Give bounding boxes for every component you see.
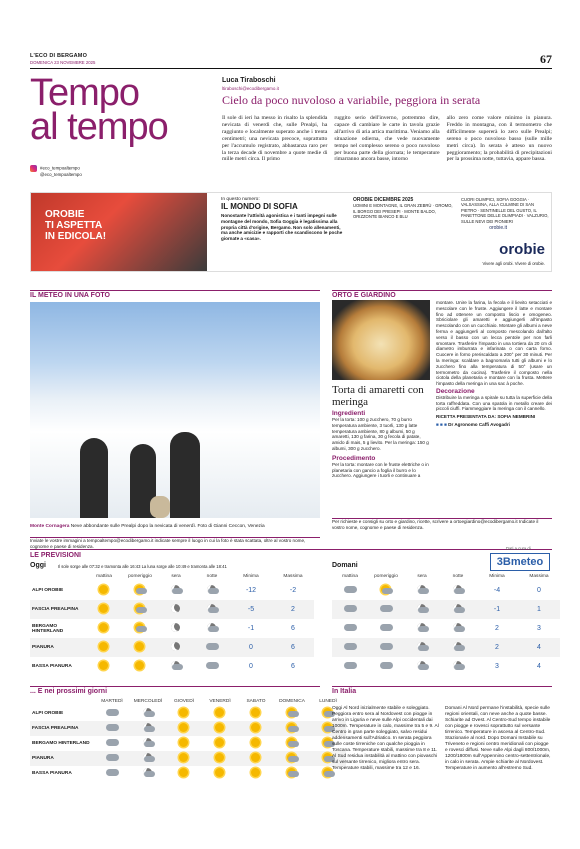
weather-icon — [451, 660, 465, 671]
orobie-logo: orobie — [499, 241, 545, 258]
garden-notice: Per richieste e consigli su orto e giardino, ricette, scrivere a ortoegiardino@ecodibergamo.it Indicate il vostro nome, cognome e paese di residenza. — [332, 519, 539, 530]
weather-icon — [133, 603, 147, 614]
max-temp: 6 — [272, 638, 314, 657]
weather-icon — [213, 737, 227, 748]
weather-icon — [205, 660, 219, 671]
forecast-row: PIANURA 0 6 — [30, 638, 314, 657]
weather-icon — [177, 752, 191, 763]
forecast-row: ALPI OROBIE -12 -2 — [30, 581, 314, 600]
dog — [150, 496, 170, 518]
masthead: L'ECO DI BERGAMO — [30, 53, 88, 59]
max-temp: 2 — [272, 600, 314, 619]
min-temp: -1 — [247, 625, 255, 632]
weather-icon — [141, 722, 155, 733]
weather-icon — [379, 603, 393, 614]
meteo-photo — [30, 302, 320, 518]
tomorrow-label: Domani — [332, 562, 358, 569]
weather-icon — [205, 584, 219, 595]
weather-icon — [169, 641, 183, 652]
italia-text: Oggi Al Nord inizialmente stabile e soleggiato. Peggiora entro sera al Nordovest con piogge in arrivo in Liguria e neve sulle Alpi occidentali dai 1000m. Temperature in calo, massime tra 5 e 9. Al Centro in gran parte soleggiato, salvo residui addensamenti sull'Adriatico. In serata peggiora sulle coste tirreniche con qualche pioggia in Toscana. Temperature stabili, massime tra 8 e 11. Al Sud residua instabilità al mattino con piovaschi sul versante tirrenico, migliora entro sera. Temperature stabili, massime tra 12 e 16. Domani Al Nord permane l'instabilità, specie sulle regioni orientali, con neve anche a quote basse. Schiarite ad Ovest. Al Centro-Sud tempo instabile con piogge e rovesci soprattutto sul versante tirrenico. Temperature in ascesa al Centro-Sud. Stazionarie al nord. Dopo Domani Instabile su Triveneto e regioni centro meridionali con piogge e rovesci diffusi. Neve sulle Alpi dagli 800/1000m, 1200/1800m sull'Appennino centro-settentrionale, in calo in serata. Ampie schiarite al Nordovest. Temperature in aumento all'estremo Sud. — [332, 706, 551, 771]
forecast-today: mattina pomeriggio sera notte Minima Massima ALPI OROBIE -12 -2 FASCIA PREALPINA -5 2 BERGAMO HINTERLAND -1 6 PIANURA 0 6 BASSA PIANURA 0 6 — [30, 572, 314, 676]
forecast-row — [332, 638, 560, 657]
next-days-row: PIANURA — [30, 751, 346, 766]
next-days-header: ... E nei prossimi giorni — [30, 688, 108, 695]
weather-icon — [285, 767, 299, 778]
weather-icon — [205, 641, 219, 652]
forecast-tomorrow: mattina pomeriggio sera notte Minima Massima -4 0 -1 1 2 3 2 4 3 4 — [332, 572, 560, 676]
weather-icon — [249, 722, 263, 733]
weather-icon — [285, 707, 299, 718]
weather-icon — [379, 584, 393, 595]
forecast-row: BERGAMO HINTERLAND -1 6 — [30, 619, 314, 638]
weather-icon — [343, 622, 357, 633]
weather-icon — [285, 737, 299, 748]
weather-icon — [343, 660, 357, 671]
recipe-right: montare. Unire la farina, la fecola e il lievito setacciati e mescolare con le fruste. Aggiungere il latte e montare fino ad ottenere un composto liscio e omogeneo. Sbriciolare gli amaretti e aggiungerli all'impasto mescolando con un cucchiaio. Montare gli albumi a neve ferma e aggiungerli al composto mescolando dall'alto verso il basso con un lecca pentole per non farli smontare. Trasferire l'impasto in una tortiera da 20 cm di diametro imburrata e infarinata o con carta forno. Cuocere in forno preriscaldato a 200° per 30 minuti. Per la meringa: scaldare a bagnomaria tutti gli albumi e lo zucchero fino alla temperatura di 50° (usare un termometro da cucina). Trasferire il composto nella ciotola della planetaria e montare con la frusta. Mettere l'impasto della meringa in una sac à poche. Decorazione Distribuire la meringa a spirale su tutta la superficie della torta raffreddata. Con una spatola in metallo creare dei piccoli ciuffi. Fiammeggiare la meringa con il cannello. RICETTA PRESENTATA DA: SOFIA NEMBRINI ■ ■ ■ Dr Agronomo Caffi Avogadri — [436, 300, 552, 427]
weather-icon — [249, 707, 263, 718]
weather-icon — [169, 622, 183, 633]
orto-header: ORTO E GIARDINO — [332, 292, 396, 299]
photo-notice: Inviate le vostre immagini a tempoaltempo@ecodibergamo.it indicate sempre il luogo in cui la foto è stata scattata, oltre al vostro nome, cognome e paese di residenza. — [30, 538, 306, 549]
max-temp: 4 — [518, 638, 560, 657]
min-temp: -1 — [476, 600, 518, 619]
weather-icon — [415, 641, 429, 652]
next-days-row: ALPI OROBIE — [30, 706, 346, 721]
weather-icon — [105, 752, 119, 763]
min-temp: 0 — [249, 663, 253, 670]
weather-icon — [141, 767, 155, 778]
3bmeteo-logo: 3Bmeteo — [490, 553, 550, 571]
recipe-title: Torta di amaretti con meringa — [332, 384, 424, 408]
forecast-row — [332, 619, 560, 638]
weather-icon — [169, 603, 183, 614]
weather-icon — [205, 603, 219, 614]
weather-icon — [105, 707, 119, 718]
weather-icon — [177, 737, 191, 748]
weather-icon — [343, 584, 357, 595]
min-temp: -4 — [493, 587, 501, 594]
min-temp: -12 — [245, 587, 257, 594]
weather-icon — [141, 707, 155, 718]
ad-slogan: OROBIE TI ASPETTA IN EDICOLA! — [45, 209, 107, 242]
weather-icon — [133, 584, 147, 595]
orobie-ad[interactable] — [30, 192, 552, 272]
next-days-row: BASSA PIANURA — [30, 766, 346, 781]
weather-icon — [451, 603, 465, 614]
max-temp: -2 — [289, 587, 297, 594]
forecast-row — [332, 581, 560, 600]
weather-icon — [97, 660, 111, 671]
ad-contents: CUORI OLIMPICI, SOFIA GOGGIA · VALSASSINA, ALLA CULMINE DI SAN PIETRO · SENTINELLE DEL GUSTO, IL PANETTONE DELLE OLIMPIADI · VALZURIO, SULLE NEVI DEI PIONIERI — [461, 197, 549, 224]
recipe-left: Ingredienti Per la torta: 100 g zucchero, 70 g burro temperatura ambiente, 3 tuorli, 130 g latte temperatura ambiente, 80 g albumi, 50 g amaretti, 130 g farina, 30 g fecola di patate, amido di mais, 5 g lievito. Per la meringa: 150 g albumi, 300 g zucchero. Procedimento Per la torta: montare con le fruste elettriche o in planetaria con gancio a foglia il burro e lo zucchero. Aggiungere i tuorli e continuare a — [332, 410, 429, 479]
weather-icon — [97, 641, 111, 652]
ad-tagline: Vivere agli orobi. Vivere di orobie. — [482, 261, 545, 266]
weather-icon — [249, 752, 263, 763]
headline: Cielo da poco nuvoloso a variabile, peggiora in serata — [222, 93, 481, 107]
weather-icon — [213, 767, 227, 778]
weather-icon — [105, 767, 119, 778]
weather-icon — [379, 660, 393, 671]
section-title: Tempo al tempo — [30, 72, 168, 148]
forecast-row — [332, 657, 560, 676]
instagram-icon — [30, 165, 37, 172]
author-email[interactable]: ltiraboschi@ecodibergamo.it — [222, 86, 279, 91]
weather-icon — [97, 584, 111, 595]
weather-icon — [213, 722, 227, 733]
weather-icon — [285, 752, 299, 763]
today-label: Oggi — [30, 562, 46, 569]
forecast-row: BASSA PIANURA 0 6 — [30, 657, 314, 676]
ad-url[interactable]: orobie.it — [489, 225, 507, 231]
weather-icon — [451, 641, 465, 652]
weather-icon — [133, 641, 147, 652]
weather-icon — [415, 603, 429, 614]
max-temp: 6 — [291, 663, 295, 670]
weather-icon — [343, 603, 357, 614]
weather-icon — [415, 660, 429, 671]
weather-icon — [205, 622, 219, 633]
weather-icon — [177, 707, 191, 718]
max-temp: 0 — [537, 587, 541, 594]
weather-icon — [97, 622, 111, 633]
weather-icon — [105, 737, 119, 748]
weather-icon — [169, 660, 183, 671]
weather-icon — [133, 660, 147, 671]
weather-icon — [213, 707, 227, 718]
min-temp: 2 — [476, 638, 518, 657]
weather-icon — [177, 767, 191, 778]
max-temp: 4 — [537, 663, 541, 670]
ad-photo — [31, 193, 207, 271]
weather-icon — [415, 584, 429, 595]
weather-icon — [249, 737, 263, 748]
weather-icon — [97, 603, 111, 614]
weather-icon — [249, 767, 263, 778]
weather-icon — [451, 584, 465, 595]
max-temp: 1 — [518, 600, 560, 619]
weather-icon — [343, 641, 357, 652]
max-temp: 6 — [291, 625, 295, 632]
social-icons[interactable]: ■ ■ ■ — [436, 421, 449, 427]
page-number: 67 — [540, 52, 552, 66]
ad-feature: In questo numero: IL MONDO DI SOFIA Nonostante l'attività agonistica e i tanti impegni sulle montagne del mondo, Sofia Goggia è legatissima alla propria città d'origine, Bergamo. Non solo allenamenti, ma anche amicizie e rapporti che scandiscono le poche giornate a «casa». — [221, 197, 343, 242]
social-handles[interactable]: #eco_tempoaltempo @eco_tempoaltempo — [30, 165, 82, 177]
weather-icon — [285, 722, 299, 733]
max-temp: 3 — [537, 625, 541, 632]
min-temp: -5 — [230, 600, 272, 619]
weather-icon — [379, 622, 393, 633]
photo-caption: Monte Cornagera Neve abbondante sulle Prealpi dopo la nevicata di venerdì. Foto di Gianni Ceccon, Venezia — [30, 524, 265, 529]
min-temp: 3 — [495, 663, 499, 670]
weather-icon — [133, 622, 147, 633]
weather-icon — [141, 752, 155, 763]
meteo-photo-header: IL METEO IN UNA FOTO — [30, 292, 110, 299]
header-rule — [30, 68, 552, 69]
cake-photo — [332, 300, 430, 380]
weather-icon — [213, 752, 227, 763]
forecast-header: LE PREVISIONI — [30, 552, 81, 559]
weather-icon — [141, 737, 155, 748]
weather-icon — [379, 641, 393, 652]
forecast-row: FASCIA PREALPINA -5 2 — [30, 600, 314, 619]
sun-moon-info: Il sole sorge alle 07:32 e tramonta alle 16:43 La luna sorge alle 10:49 e tramonta alle 18:41 — [58, 564, 227, 569]
article-body: Il sole di ieri ha messo in risalto la splendida nevicata di venerdì che, sulle Prealpi, ha raggiunto e localmente superato anche i trenta centimetri; una nevicata precoce, soprattutto per l'accumulo registrato, abbastanza raro per la terza decade di novembre a quote medie di mille metri circa. Il primo ruggito serio dell'inverno, potremmo dire, capace di cambiare le carte in tavola grazie all'arrivo di aria artica marittima. Veniamo alla situazione odierna, che vede nuovamente tempo nel complesso sereno o poco nuvoloso per buona parte della giornata; le temperature rimarranno ancora basse, intorno allo zero come valore minimo in pianura. Freddo in montagna, con il termometro che difficilmente supererà lo zero sulle Prealpi; sereno o poco nuvoloso basso (sulle mille metri circa). In serata è atteso un nuovo peggioramento; la probabilità di precipitazioni per la prossima notte, tuttavia, appare bassa. — [222, 115, 552, 163]
next-days-row: FASCIA PREALPINA — [30, 721, 346, 736]
min-temp: 0 — [230, 638, 272, 657]
weather-icon — [169, 584, 183, 595]
next-days-row: BERGAMO HINTERLAND — [30, 736, 346, 751]
forecast-row — [332, 600, 560, 619]
weather-icon — [415, 622, 429, 633]
min-temp: 2 — [495, 625, 499, 632]
date: DOMENICA 23 NOVEMBRE 2025 — [30, 60, 96, 65]
ad-issue: OROBIE DICEMBRE 2025 UOMINI E MONTAGNE, IL GRAN ZEBRÙ · GROMO, IL BORGO DEI PRESEPI · MONTE BALDO, ORIZZONTE BIANCO E BLU — [353, 197, 453, 220]
author: Luca Tiraboschi — [222, 77, 276, 84]
weather-icon — [177, 722, 191, 733]
next-days-table: MARTEDÌ MERCOLEDÌ GIOVEDÌ VENERDÌ SABATO DOMENICA LUNEDÌ ALPI OROBIE FASCIA PREALPINA BERGAMO HINTERLAND PIANURA BASSA PIANURA — [30, 697, 346, 781]
weather-icon — [105, 722, 119, 733]
weather-icon — [451, 622, 465, 633]
italia-header: In Italia — [332, 688, 357, 695]
